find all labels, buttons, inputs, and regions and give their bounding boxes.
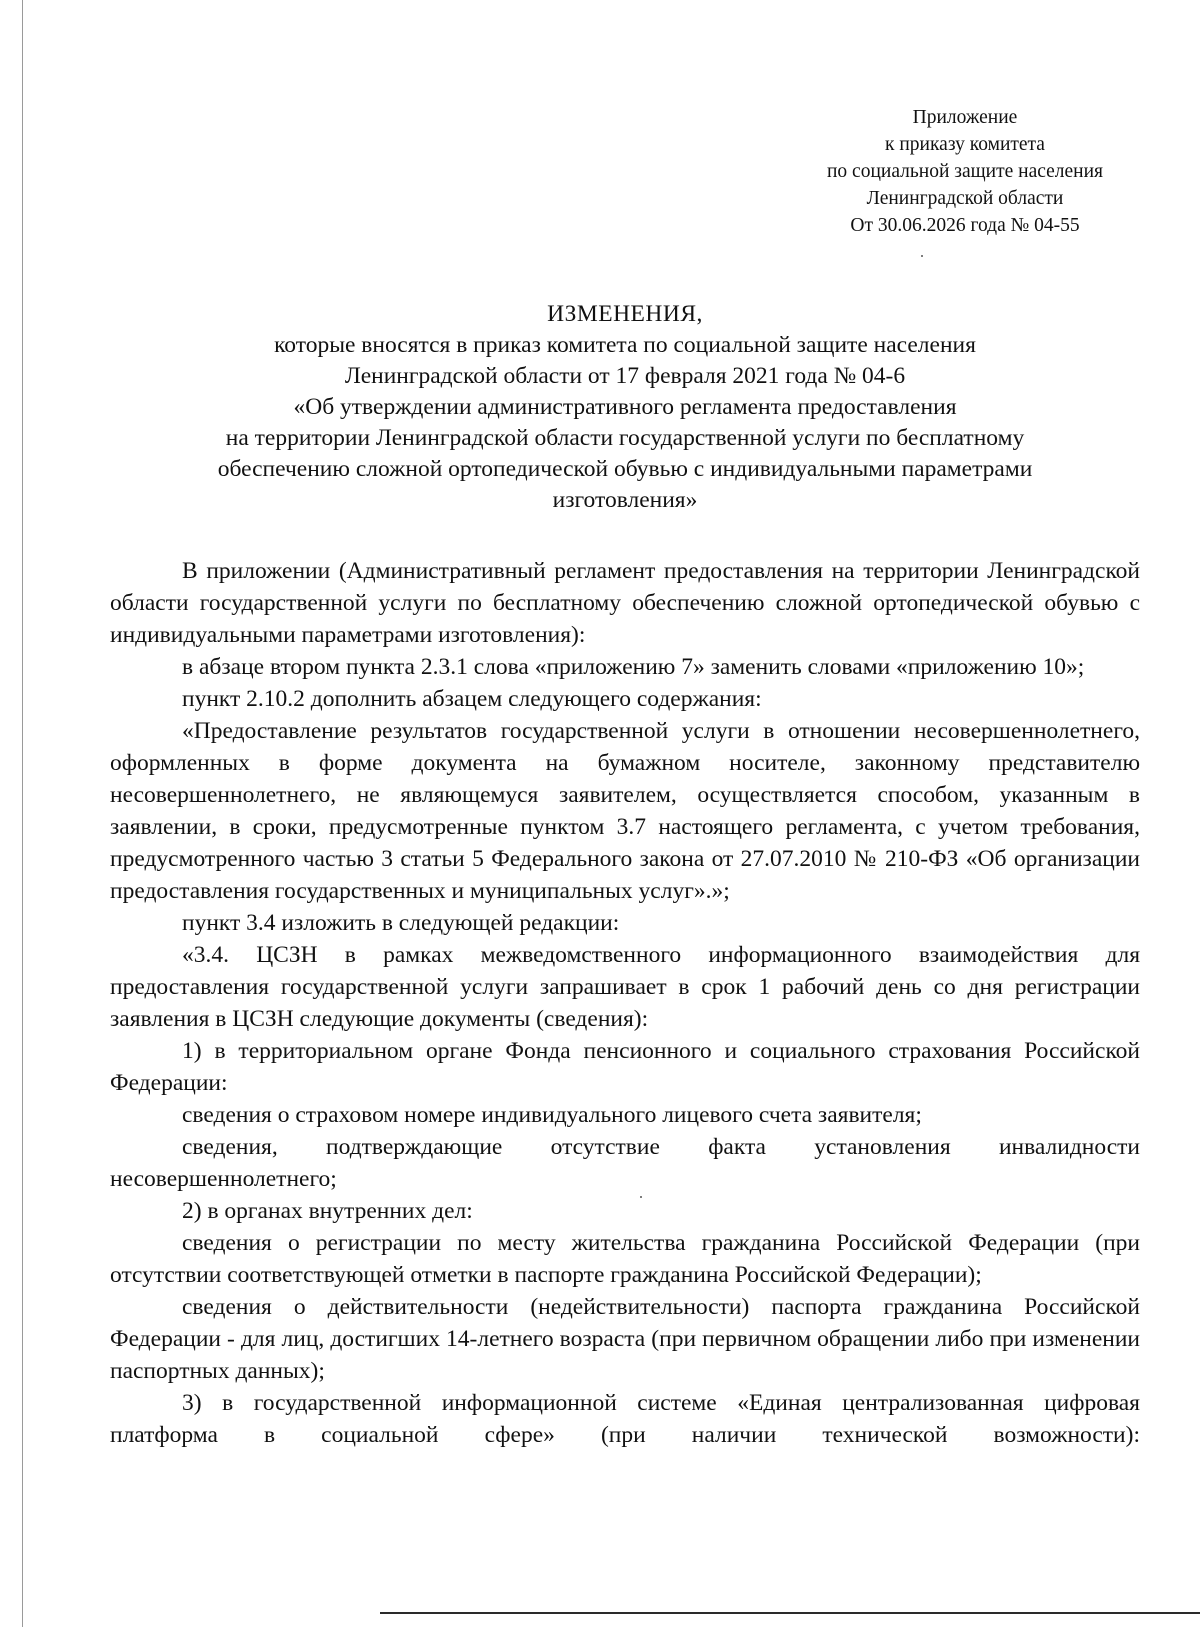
scan-bottom-line — [380, 1612, 1200, 1614]
approval-line: к приказу комитета — [885, 134, 1045, 155]
body-paragraph: в абзаце втором пункта 2.3.1 слова «приложению 7» заменить словами «приложению 10»; — [182, 654, 1085, 680]
heading-line: «Об утверждении административного регламента предоставления — [293, 394, 957, 420]
body-paragraph: пункт 2.10.2 дополнить абзацем следующего содержания: — [182, 686, 762, 712]
scan-speck — [921, 255, 923, 257]
body-paragraph: «3.4. ЦСЗН в рамках межведомственного информационного взаимодействия для предоставления государственной услуги запрашивает в срок 1 рабочий день со дня регистрации заявления в ЦСЗН следующие документы (сведения): — [110, 942, 1140, 1032]
document-heading — [110, 299, 1140, 516]
body-paragraph: «Предоставление результатов государственной услуги в отношении несовершеннолетнего, оформленных в форме документа на бумажном носителе, законному представителю несовершеннолетнего, не являющемуся заявителем, осуществляется способом, указанным в заявлении, в сроки, предусмотренные пунктом 3.7 настоящего регламента, с учетом требования, предусмотренного частью 3 статьи 5 Федерального закона от 27.07.2010 № 210-ФЗ «Об организации предоставления государственных и муниципальных услуг».»; — [110, 718, 1140, 904]
body-paragraph: сведения о регистрации по месту жительства гражданина Российской Федерации (при отсутствии соответствующей отметки в паспорте гражданина Российской Федерации); — [110, 1230, 1140, 1288]
body-paragraph: сведения о страховом номере индивидуального лицевого счета заявителя; — [182, 1102, 922, 1128]
approval-line: Ленинградской области — [866, 188, 1064, 209]
approval-stamp-block — [755, 104, 1175, 239]
approval-date-number: От 30.06.2026 года № 04-55 — [850, 215, 1080, 236]
body-paragraph: пункт 3.4 изложить в следующей редакции: — [182, 910, 620, 936]
heading-line: которые вносятся в приказ комитета по социальной защите населения — [274, 332, 976, 358]
heading-line: Ленинградской области от 17 февраля 2021 года № 04-6 — [344, 363, 906, 389]
body-paragraph: сведения о действительности (недействительности) паспорта гражданина Российской Федерации - для лиц, достигших 14-летнего возраста (при первичном обращении либо при изменении паспортных данных); — [110, 1294, 1140, 1384]
approval-line: по социальной защите населения — [826, 161, 1103, 182]
heading-line: обеспечению сложной ортопедической обувью с индивидуальными параметрами — [217, 456, 1033, 482]
body-paragraph: сведения, подтверждающие отсутствие факта установления инвалидности несовершеннолетнего; — [110, 1134, 1140, 1192]
document-title: ИЗМЕНЕНИЯ, — [547, 301, 703, 327]
body-paragraph: 1) в территориальном органе Фонда пенсионного и социального страхования Российской Федерации: — [110, 1038, 1140, 1096]
approval-line: Приложение — [912, 107, 1018, 128]
heading-line: на территории Ленинградской области государственной услуги по бесплатному — [225, 425, 1025, 451]
scan-left-edge — [22, 0, 23, 1627]
document-body — [110, 555, 1140, 1451]
body-paragraph: 2) в органах внутренних дел: — [182, 1198, 473, 1224]
heading-line: изготовления» — [552, 487, 698, 513]
body-paragraph: В приложении (Административный регламент предоставления на территории Ленинградской области государственной услуги по бесплатному обеспечению сложной ортопедической обувью с индивидуальными параметрами изготовления): — [110, 558, 1140, 648]
body-paragraph: 3) в государственной информационной системе «Единая централизованная цифровая платформа в социальной сфере» (при наличии технической возможности): — [110, 1390, 1140, 1448]
